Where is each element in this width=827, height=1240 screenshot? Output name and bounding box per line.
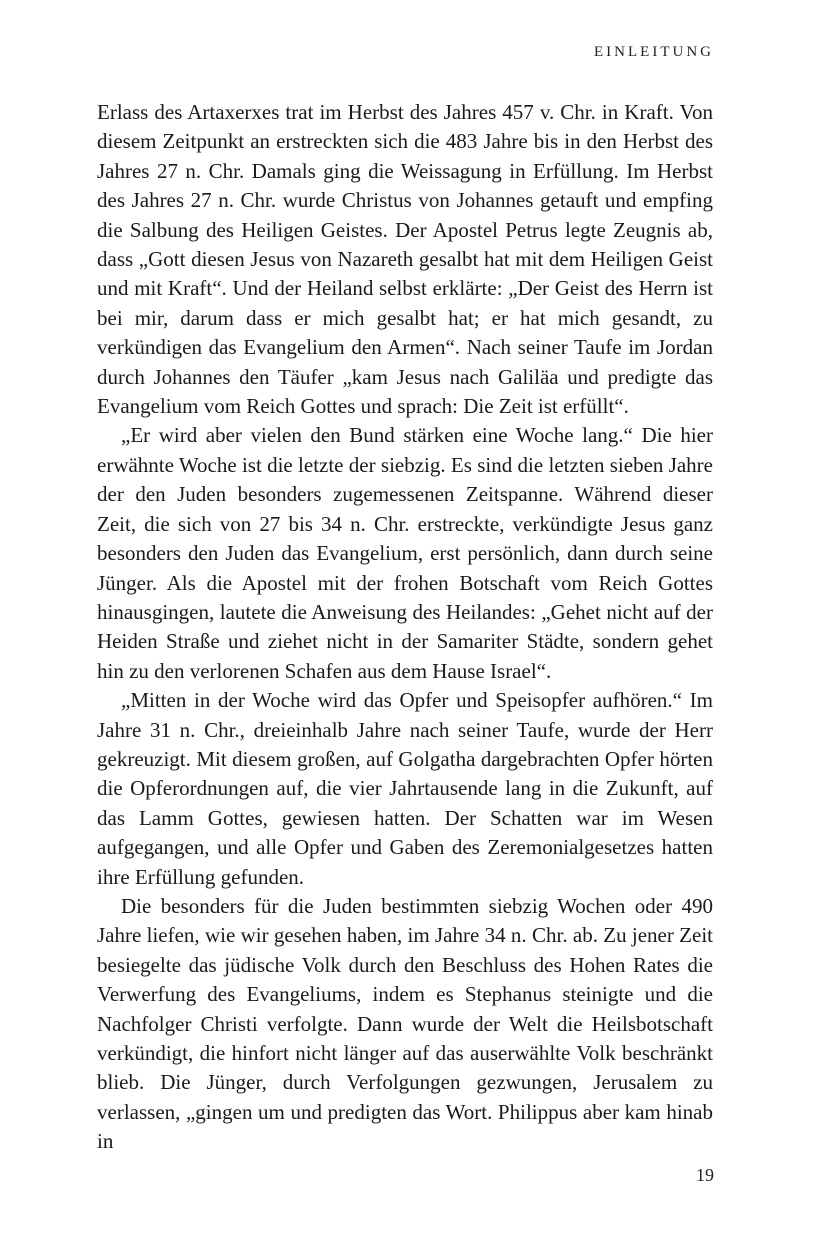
paragraph: Erlass des Artaxerxes trat im Herbst des Jahres 457 v. Chr. in Kraft. Von diesem Zeitpunkt an erstreckten sich die 483 Jahre bis in den Herbst des Jahres 27 n. Chr. Damals ging die Weissagung in Erfüllung. Im Herbst des Jahres 27 n. Chr. wurde Christus von Johannes getauft und empfing die Salbung des Heiligen Geistes. Der Apostel Petrus legte Zeugnis ab, dass „Gott diesen Jesus von Nazareth gesalbt hat mit dem Heiligen Geist und mit Kraft“. Und der Heiland selbst erklärte: „Der Geist des Herrn ist bei mir, darum dass er mich gesalbt hat; er hat mich gesandt, zu verkündigen das Evangelium den Armen“. Nach seiner Taufe im Jordan durch Johannes den Täufer „kam Jesus nach Galiläa und predigte das Evangelium vom Reich Gottes und sprach: Die Zeit ist erfüllt“.	[97, 100, 713, 419]
paragraph: „Mitten in der Woche wird das Opfer und Speisopfer aufhören.“ Im Jahre 31 n. Chr., dreieinhalb Jahre nach seiner Taufe, wurde der Herr gekreuzigt. Mit diesem großen, auf Golgatha dargebrachten Opfer hörten die Opferordnungen auf, die vier Jahrtausende lang in die Zukunft, auf das Lamm Gottes, gewiesen hatten. Der Schatten war im Wesen aufgegangen, und alle Opfer und Gaben des Zeremonialgesetzes hatten ihre Erfüllung gefunden.	[97, 688, 713, 889]
page-number: 19	[696, 1165, 714, 1185]
body-text	[97, 98, 713, 1157]
running-head: EINLEITUNG	[594, 44, 714, 60]
paragraph: Die besonders für die Juden bestimmten siebzig Wochen oder 490 Jahre liefen, wie wir gesehen haben, im Jahre 34 n. Chr. ab. Zu jener Zeit besiegelte das jüdische Volk durch den Beschluss des Hohen Rates die Verwerfung des Evangeliums, indem es Stephanus steinigte und die Nachfolger Christi verfolgte. Dann wurde der Welt die Heilsbotschaft verkündigt, die hinfort nicht länger auf das auserwählte Volk beschränkt blieb. Die Jünger, durch Verfolgungen gezwungen, Jerusalem zu verlassen, „gingen um und predigten das Wort. Philippus aber kam hinab in	[97, 893, 713, 1154]
paragraph: „Er wird aber vielen den Bund stärken eine Woche lang.“ Die hier erwähnte Woche ist die letzte der siebzig. Es sind die letzten sieben Jahre der den Juden besonders zugemessenen Zeitspanne. Während dieser Zeit, die sich von 27 bis 34 n. Chr. erstreckte, verkündigte Jesus ganz besonders den Juden das Evangelium, erst persönlich, dann durch seine Jünger. Als die Apostel mit der frohen Botschaft vom Reich Gottes hinausgingen, lautete die Anweisung des Heilandes: „Gehet nicht auf der Heiden Straße und ziehet nicht in der Samariter Städte, sondern gehet hin zu den verlorenen Schafen aus dem Hause Israel“.	[97, 423, 713, 683]
